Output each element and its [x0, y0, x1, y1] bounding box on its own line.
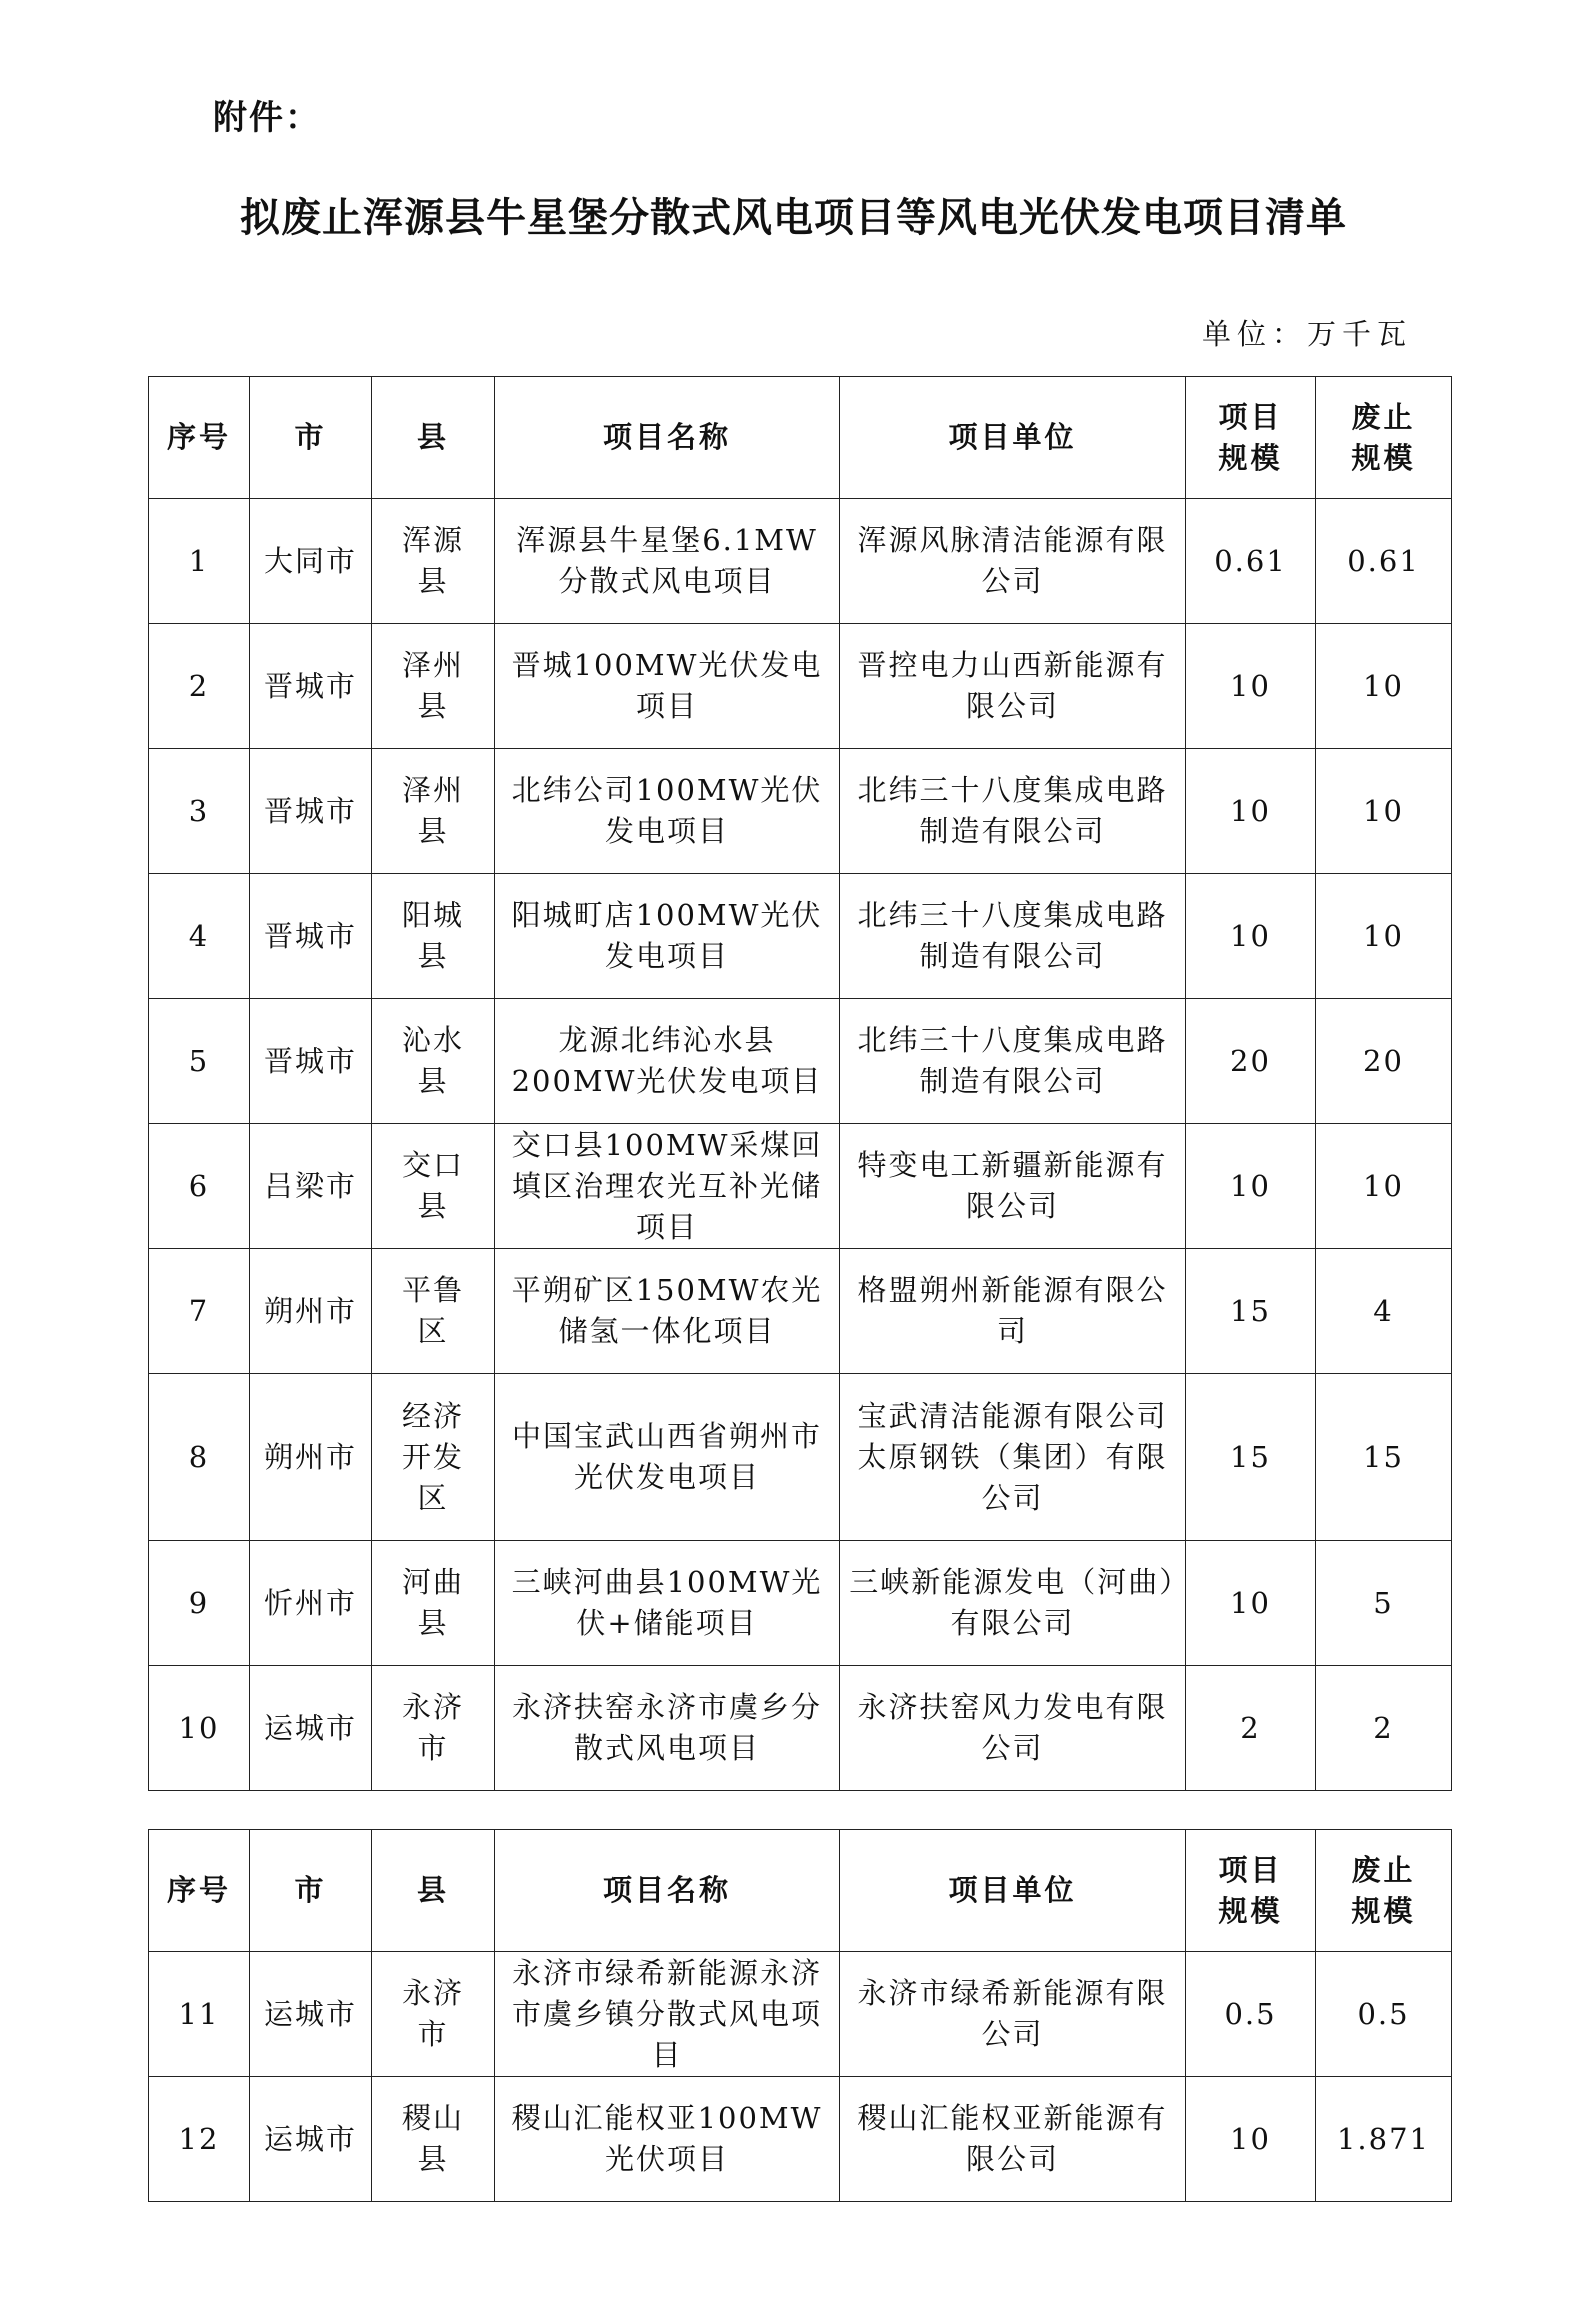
- header-project-org: 项目单位: [840, 1830, 1186, 1952]
- table-row: [149, 1124, 1452, 1249]
- cell-project-scale: 20: [1186, 999, 1316, 1124]
- cell-county: 沁水县: [372, 999, 495, 1124]
- table-row: [149, 1541, 1452, 1666]
- header-county: 县: [372, 377, 495, 499]
- cell-abolish-scale: 5: [1316, 1541, 1452, 1666]
- cell-abolish-scale: 10: [1316, 624, 1452, 749]
- table-header-row: [149, 377, 1452, 499]
- header-county: 县: [372, 1830, 495, 1952]
- cell-abolish-scale: 1.871: [1316, 2077, 1452, 2202]
- cell-project-scale: 15: [1186, 1374, 1316, 1541]
- table-row: [149, 2077, 1452, 2202]
- cell-project-org: 北纬三十八度集成电路制造有限公司: [840, 999, 1186, 1124]
- cell-city: 晋城市: [250, 624, 372, 749]
- cell-project-org: 永济市绿希新能源有限公司: [840, 1952, 1186, 2077]
- table-row: [149, 874, 1452, 999]
- header-project-name: 项目名称: [495, 377, 840, 499]
- cell-project-name: 龙源北纬沁水县200MW光伏发电项目: [495, 999, 840, 1124]
- cell-abolish-scale: 10: [1316, 874, 1452, 999]
- table-row: [149, 1249, 1452, 1374]
- cell-project-org: 北纬三十八度集成电路制造有限公司: [840, 749, 1186, 874]
- cell-project-org: 宝武清洁能源有限公司 太原钢铁（集团）有限公司: [840, 1374, 1186, 1541]
- cell-abolish-scale: 4: [1316, 1249, 1452, 1374]
- cell-project-scale: 10: [1186, 1124, 1316, 1249]
- header-city: 市: [250, 377, 372, 499]
- cell-county: 平鲁区: [372, 1249, 495, 1374]
- header-project-name: 项目名称: [495, 1830, 840, 1952]
- cell-county: 稷山县: [372, 2077, 495, 2202]
- cell-city: 晋城市: [250, 749, 372, 874]
- header-no: 序号: [149, 1830, 250, 1952]
- cell-abolish-scale: 10: [1316, 749, 1452, 874]
- cell-city: 大同市: [250, 499, 372, 624]
- cell-county: 经济开发区: [372, 1374, 495, 1541]
- cell-project-scale: 10: [1186, 624, 1316, 749]
- cell-project-name: 平朔矿区150MW农光储氢一体化项目: [495, 1249, 840, 1374]
- cell-project-scale: 0.61: [1186, 499, 1316, 624]
- cell-abolish-scale: 2: [1316, 1666, 1452, 1791]
- cell-project-name: 阳城町店100MW光伏发电项目: [495, 874, 840, 999]
- cell-project-scale: 0.5: [1186, 1952, 1316, 2077]
- header-city: 市: [250, 1830, 372, 1952]
- cell-project-org: 浑源风脉清洁能源有限公司: [840, 499, 1186, 624]
- cell-county: 阳城县: [372, 874, 495, 999]
- table-row: [149, 999, 1452, 1124]
- cell-abolish-scale: 10: [1316, 1124, 1452, 1249]
- cell-no: 9: [149, 1541, 250, 1666]
- cell-project-scale: 10: [1186, 2077, 1316, 2202]
- cell-project-org: 北纬三十八度集成电路制造有限公司: [840, 874, 1186, 999]
- cell-project-org: 格盟朔州新能源有限公司: [840, 1249, 1186, 1374]
- cell-no: 5: [149, 999, 250, 1124]
- cell-county: 河曲县: [372, 1541, 495, 1666]
- table-row: [149, 1666, 1452, 1791]
- cell-no: 3: [149, 749, 250, 874]
- table-header-row: [149, 1830, 1452, 1952]
- cell-project-org: 晋控电力山西新能源有限公司: [840, 624, 1186, 749]
- cell-city: 朔州市: [250, 1374, 372, 1541]
- cell-no: 11: [149, 1952, 250, 2077]
- cell-project-org: 三峡新能源发电（河曲）有限公司: [840, 1541, 1186, 1666]
- cell-no: 6: [149, 1124, 250, 1249]
- table-row: [149, 1374, 1452, 1541]
- cell-county: 永济市: [372, 1952, 495, 2077]
- cell-project-org: 特变电工新疆新能源有限公司: [840, 1124, 1186, 1249]
- cell-project-scale: 10: [1186, 874, 1316, 999]
- cell-no: 8: [149, 1374, 250, 1541]
- cell-project-org: 稷山汇能权亚新能源有限公司: [840, 2077, 1186, 2202]
- cell-project-org: 永济扶窑风力发电有限公司: [840, 1666, 1186, 1791]
- cell-project-name: 晋城100MW光伏发电项目: [495, 624, 840, 749]
- cell-no: 12: [149, 2077, 250, 2202]
- cell-city: 晋城市: [250, 999, 372, 1124]
- cell-abolish-scale: 0.5: [1316, 1952, 1452, 2077]
- header-abolish-scale: 废止规模: [1316, 377, 1452, 499]
- table-row: [149, 624, 1452, 749]
- cell-project-name: 稷山汇能权亚100MW光伏项目: [495, 2077, 840, 2202]
- cell-abolish-scale: 20: [1316, 999, 1452, 1124]
- page-title: 拟废止浑源县牛星堡分散式风电项目等风电光伏发电项目清单: [240, 195, 1347, 241]
- cell-project-scale: 15: [1186, 1249, 1316, 1374]
- cell-county: 交口县: [372, 1124, 495, 1249]
- cell-city: 运城市: [250, 1952, 372, 2077]
- cell-city: 运城市: [250, 2077, 372, 2202]
- cell-abolish-scale: 15: [1316, 1374, 1452, 1541]
- cell-county: 永济市: [372, 1666, 495, 1791]
- header-no: 序号: [149, 377, 250, 499]
- attachment-label: 附件：: [213, 98, 321, 138]
- table-row: [149, 499, 1452, 624]
- cell-project-scale: 2: [1186, 1666, 1316, 1791]
- project-table-continued: [148, 1829, 1452, 2202]
- cell-city: 朔州市: [250, 1249, 372, 1374]
- cell-project-scale: 10: [1186, 1541, 1316, 1666]
- project-table: [148, 376, 1452, 1791]
- cell-county: 浑源县: [372, 499, 495, 624]
- cell-no: 7: [149, 1249, 250, 1374]
- cell-city: 忻州市: [250, 1541, 372, 1666]
- table-row: [149, 749, 1452, 874]
- cell-project-name: 北纬公司100MW光伏发电项目: [495, 749, 840, 874]
- header-project-scale: 项目规模: [1186, 377, 1316, 499]
- cell-project-name: 永济市绿希新能源永济市虞乡镇分散式风电项目: [495, 1952, 840, 2077]
- cell-project-name: 三峡河曲县100MW光伏+储能项目: [495, 1541, 840, 1666]
- cell-county: 泽州县: [372, 749, 495, 874]
- header-project-org: 项目单位: [840, 377, 1186, 499]
- cell-county: 泽州县: [372, 624, 495, 749]
- header-project-scale: 项目规模: [1186, 1830, 1316, 1952]
- cell-city: 吕梁市: [250, 1124, 372, 1249]
- cell-project-name: 中国宝武山西省朔州市光伏发电项目: [495, 1374, 840, 1541]
- unit-note: 单位：万千瓦: [1201, 317, 1412, 351]
- cell-no: 2: [149, 624, 250, 749]
- cell-project-name: 永济扶窑永济市虞乡分散式风电项目: [495, 1666, 840, 1791]
- cell-project-scale: 10: [1186, 749, 1316, 874]
- header-abolish-scale: 废止规模: [1316, 1830, 1452, 1952]
- cell-city: 运城市: [250, 1666, 372, 1791]
- table-row: [149, 1952, 1452, 2077]
- cell-no: 10: [149, 1666, 250, 1791]
- cell-no: 4: [149, 874, 250, 999]
- cell-city: 晋城市: [250, 874, 372, 999]
- cell-no: 1: [149, 499, 250, 624]
- cell-project-name: 浑源县牛星堡6.1MW分散式风电项目: [495, 499, 840, 624]
- cell-abolish-scale: 0.61: [1316, 499, 1452, 624]
- cell-project-name: 交口县100MW采煤回填区治理农光互补光储项目: [495, 1124, 840, 1249]
